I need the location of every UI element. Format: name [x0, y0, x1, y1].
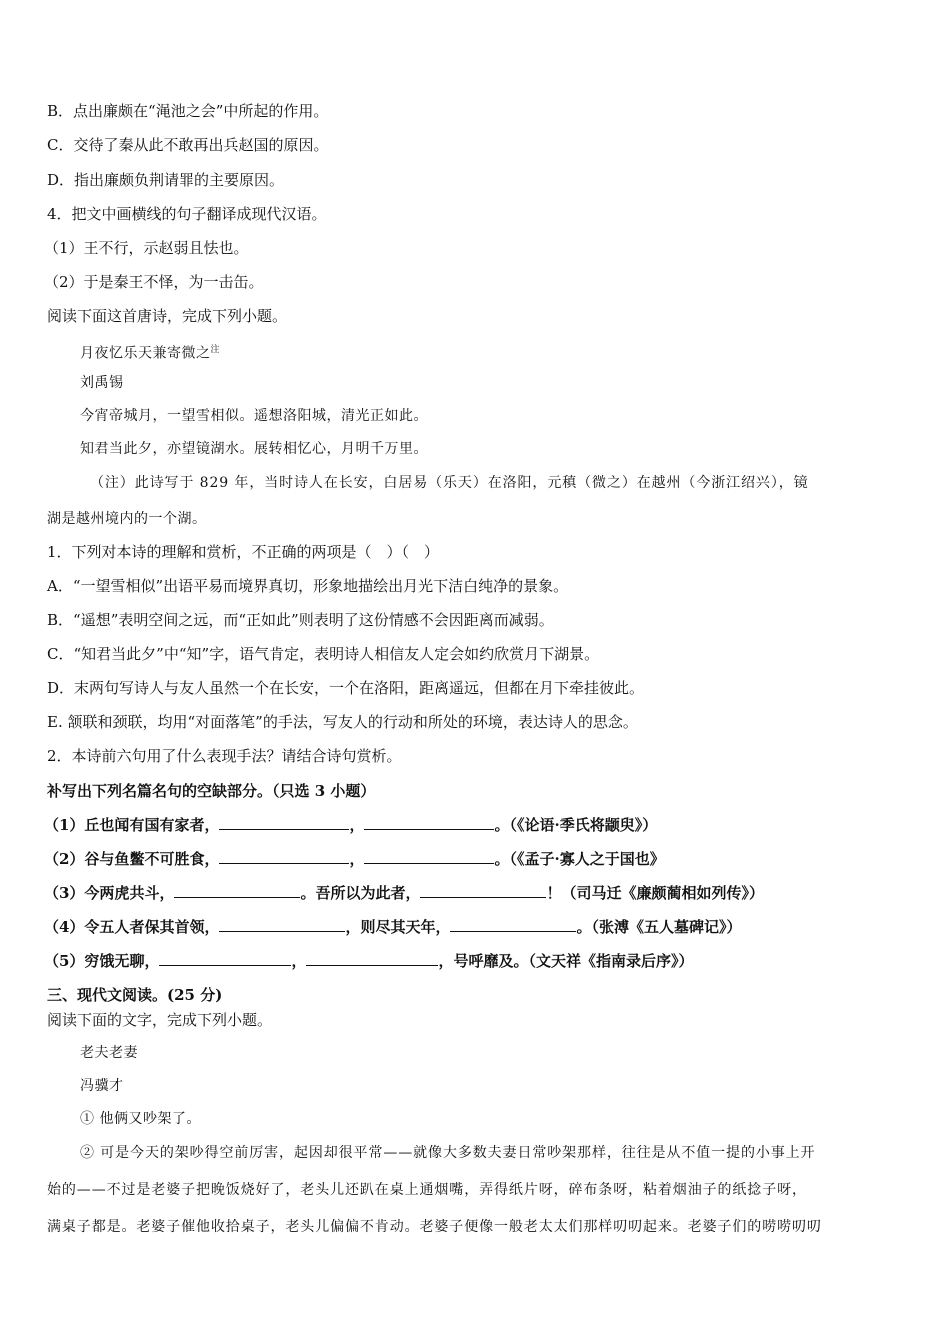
fill-blank[interactable]: [174, 884, 300, 898]
poem-line-2: 知君当此夕，亦望镜湖水。展转相忆心，月明千万里。: [80, 441, 428, 457]
poem-q1-option-e: E. 颔联和颈联，均用“对面落笔”的手法，写友人的行动和所处的环境，表达诗人的思念。: [47, 713, 638, 731]
fill-item-5-text-b: ，: [291, 952, 307, 970]
story-paragraph-2-line-2: 始的——不过是老婆子把晚饭烧好了，老头儿还趴在桌上通烟嘴，弄得纸片呀，碎布条呀，粘着烟油子的纸捻子呀，: [47, 1182, 807, 1198]
q3-option-b: B．点出廉颇在“渑池之会”中所起的作用。: [47, 102, 329, 120]
fill-item-5: [44, 951, 693, 971]
fill-blank[interactable]: [219, 850, 349, 864]
fill-blank[interactable]: [420, 884, 546, 898]
poem-q1-option-a: A．“一望雪相似”出语平易而境界真切，形象地描绘出月光下洁白纯净的景象。: [47, 577, 569, 595]
fill-blank[interactable]: [219, 816, 349, 830]
poem-question-2: 2．本诗前六句用了什么表现手法？请结合诗句赏析。: [47, 747, 402, 765]
question-4: 4．把文中画横线的句子翻译成现代汉语。: [47, 205, 327, 223]
fill-blank[interactable]: [450, 918, 576, 932]
fill-item-1: [44, 815, 657, 835]
fill-item-2: [44, 849, 665, 869]
q3-option-c: C．交待了秦从此不敢再出兵赵国的原因。: [47, 136, 329, 154]
section-3-intro: 阅读下面的文字，完成下列小题。: [47, 1011, 273, 1029]
fill-item-4-text-c: 。（张溥《五人墓碑记》）: [576, 918, 742, 936]
fill-item-3-text-a: （3）今两虎共斗，: [44, 884, 175, 902]
section-3-heading: 三、现代文阅读。(25 分): [47, 986, 223, 1004]
q4-item-2: （2）于是秦王不怿，为一击缶。: [44, 273, 264, 291]
fill-item-1-text-a: （1）丘也闻有国有家者，: [44, 816, 220, 834]
poem-intro: 阅读下面这首唐诗，完成下列小题。: [47, 307, 288, 325]
story-paragraph-2-line-1: ② 可是今天的架吵得空前厉害，起因却很平常——就像大多数夫妻日常吵架那样，往往是从不值一提的小事上开: [80, 1145, 816, 1161]
q3-option-d: D．指出廉颇负荆请罪的主要原因。: [47, 171, 285, 189]
fill-item-1-text-b: ，: [349, 816, 365, 834]
fill-blank[interactable]: [159, 952, 291, 966]
story-paragraph-2-line-3: 满桌子都是。老婆子催他收拾桌子，老头儿偏偏不肯动。老婆子便像一般老太太们那样叨叨起来。老婆子们的唠唠叨叨: [47, 1219, 822, 1235]
fill-item-3-text-b: 。吾所以为此者，: [300, 884, 421, 902]
fill-heading: 补写出下列名篇名句的空缺部分。（只选 3 小题）: [47, 782, 376, 800]
poem-line-1: 今宵帝城月，一望雪相似。遥想洛阳城，清光正如此。: [80, 408, 428, 424]
fill-item-3: [44, 883, 764, 903]
story-author: 冯骥才: [80, 1078, 124, 1094]
poem-note-line-2: 湖是越州境内的一个湖。: [47, 511, 207, 527]
poem-note-mark: 注: [210, 345, 221, 355]
poem-q1-option-c: C．“知君当此夕”中“知”字，语气肯定，表明诗人相信友人定会如约欣赏月下湖景。: [47, 645, 600, 663]
fill-item-4-text-a: （4）令五人者保其首领，: [44, 918, 220, 936]
poem-author: 刘禹锡: [80, 375, 124, 391]
poem-note-line-1: （注）此诗写于 829 年，当时诗人在长安，白居易（乐天）在洛阳，元稹（微之）在越州（今浙江绍兴），镜: [90, 475, 809, 491]
fill-blank[interactable]: [364, 816, 494, 830]
fill-item-2-text-b: ，: [349, 850, 365, 868]
poem-question-1: 1．下列对本诗的理解和赏析，不正确的两项是（ ）（ ）: [47, 543, 440, 561]
fill-item-4: [44, 917, 741, 937]
story-paragraph-1: ① 他俩又吵架了。: [80, 1111, 201, 1127]
fill-item-2-text-a: （2）谷与鱼鳖不可胜食，: [44, 850, 220, 868]
fill-blank[interactable]: [219, 918, 345, 932]
fill-blank[interactable]: [364, 850, 494, 864]
poem-q1-option-b: B．“遥想”表明空间之远，而“正如此”则表明了这份情感不会因距离而减弱。: [47, 611, 554, 629]
poem-title: 月夜忆乐天兼寄微之: [80, 345, 211, 362]
fill-item-3-text-c: ！（司马迁《廉颇蔺相如列传》）: [546, 884, 764, 902]
fill-blank[interactable]: [306, 952, 438, 966]
poem-q1-option-d: D．末两句写诗人与友人虽然一个在长安，一个在洛阳，距离遥远，但都在月下牵挂彼此。: [47, 679, 645, 697]
fill-item-5-text-a: （5）穷饿无聊，: [44, 952, 160, 970]
fill-item-1-text-c: 。（《论语·季氏将颛臾》）: [494, 816, 658, 834]
q4-item-1: （1）王不行，示赵弱且怯也。: [44, 239, 249, 257]
fill-item-2-text-c: 。（《孟子·寡人之于国也》: [494, 850, 665, 868]
fill-item-5-text-c: ，号呼靡及。（文天祥《指南录后序》）: [438, 952, 694, 970]
story-title: 老夫老妻: [80, 1045, 138, 1061]
poem-title-line: [80, 340, 220, 364]
fill-item-4-text-b: ，则尽其天年，: [345, 918, 451, 936]
